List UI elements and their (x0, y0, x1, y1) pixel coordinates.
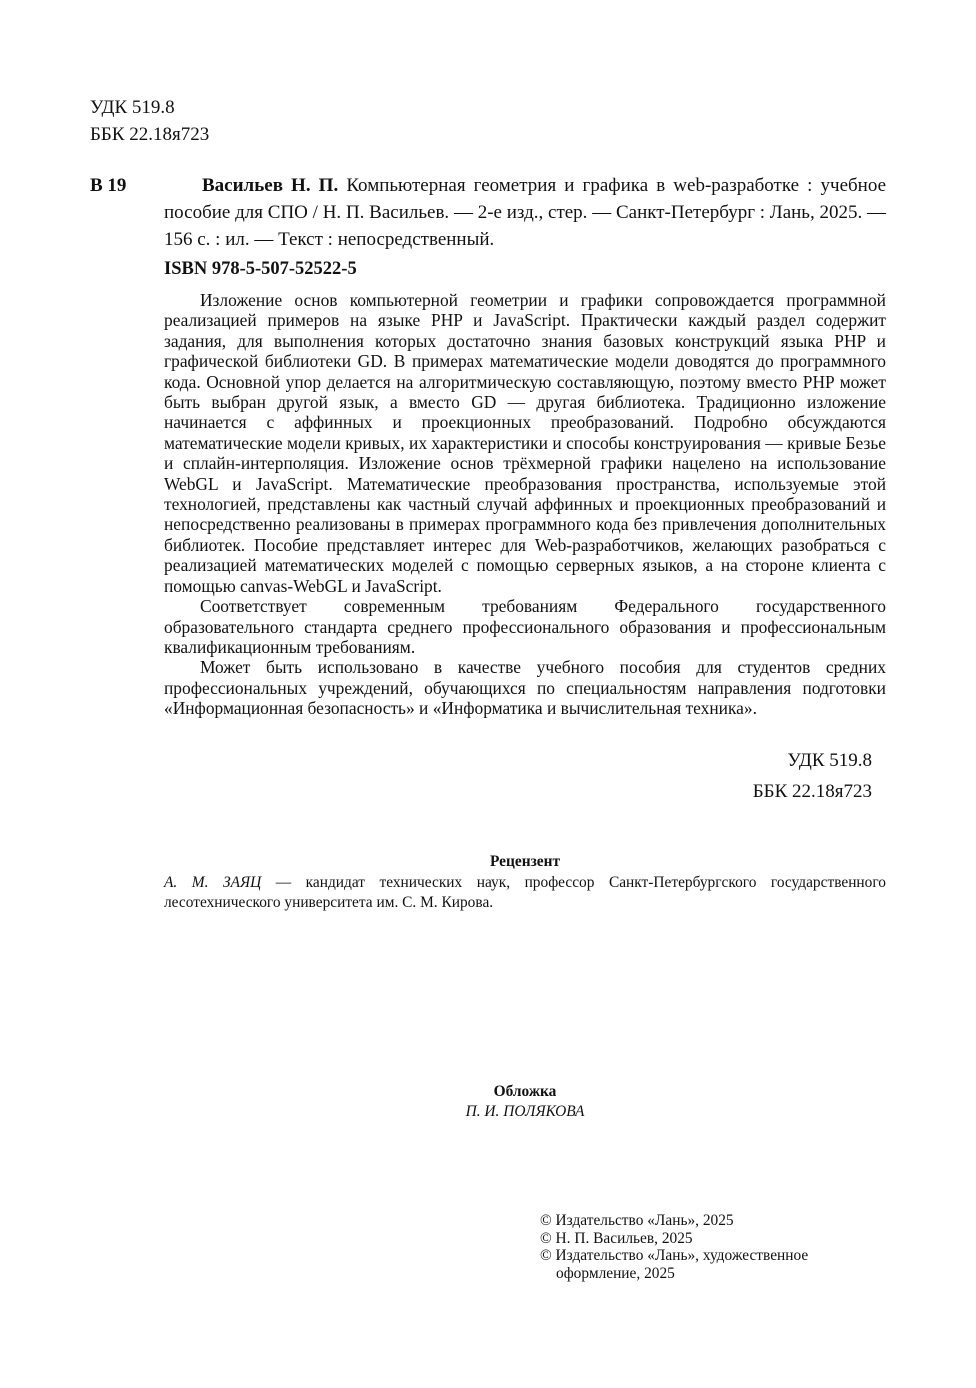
copyright-line: © Издательство «Лань», художественное (540, 1247, 809, 1265)
reviewer-text (164, 873, 886, 913)
udk-code-bottom: УДК 519.8 (787, 750, 872, 771)
bbk-code: ББК 22.18я723 (90, 124, 210, 145)
classification-top (90, 94, 209, 148)
annotation-paragraph: Может быть использовано в качестве учебного пособия для студентов средних профессиональных учреждений, обучающихся по специальностям направления подготовки «Информационная безопасность» и «Информатика и вычислительная техника». (164, 657, 886, 719)
reviewer-description: — кандидат технических наук, профессор Санкт-Петербургского государственного лесотехнического университета им. С. М. Кирова. (164, 874, 886, 911)
cover-heading: Обложка (493, 1083, 557, 1100)
classification-bottom (753, 745, 872, 807)
annotation (164, 290, 886, 719)
cover-designer: П. И. ПОЛЯКОВА (465, 1103, 585, 1120)
bibliographic-description: Компьютерная геометрия и графика в web-разработке : учебное пособие для СПО / Н. П. Васильев. — 2-е изд., стер. — Санкт-Петербург : Лань, 2025. — 156 с. : ил. — Текст : непосредственный. (164, 175, 887, 250)
copyright-line: © Издательство «Лань», 2025 (540, 1212, 734, 1229)
udk-code: УДК 519.8 (90, 97, 175, 118)
author-code: В 19 (90, 175, 127, 196)
reviewer-heading: Рецензент (489, 853, 561, 870)
bibliographic-record (164, 172, 886, 253)
copyright-block (540, 1212, 860, 1282)
bbk-code-bottom: ББК 22.18я723 (752, 781, 872, 802)
copyright-line-continuation: оформление, 2025 (556, 1264, 675, 1282)
annotation-paragraph: Соответствует современным требованиям Федерального государственного образовательного стандарта среднего профессионального образования и профессиональным квалификационным требованиям. (164, 596, 886, 657)
reviewer-name: А. М. ЗАЯЦ (164, 874, 262, 891)
annotation-paragraph: Изложение основ компьютерной геометрии и графики сопровождается программной реализацией примеров на языке PHP и JavaScript. Практически каждый раздел содержит задания, для выполнения которых достаточно знания базовых конструкций языка PHP и графической библиотеки GD. В примерах математические модели доводятся до программного кода. Основной упор делается на алгоритмическую составляющую, поэтому вместо PHP может быть выбран другой язык, а вместо GD — другая библиотека. Традиционно изложение начинается с аффинных и проекционных преобразований. Подробно обсуждаются математические модели кривых, их характеристики и способы конструирования — кривые Безье и сплайн-интерполяция. Изложение основ трёхмерной графики нацелено на использование WebGL и JavaScript. Математические преобразования пространства, используемые этой технологией, представлены как частный случай аффинных и проекционных преобразований и непосредственно реализованы в примерах программного кода без привлечения дополнительных библиотек. Пособие представляет интерес для Web-разработчиков, желающих разобраться с реализацией математических моделей с помощью серверных языков, а на стороне клиента с помощью canvas-WebGL и JavaScript. (164, 290, 886, 596)
author-name: Васильев Н. П. (202, 175, 339, 196)
isbn: ISBN 978-5-507-52522-5 (164, 259, 357, 279)
copyright-line: © Н. П. Васильев, 2025 (540, 1229, 693, 1247)
